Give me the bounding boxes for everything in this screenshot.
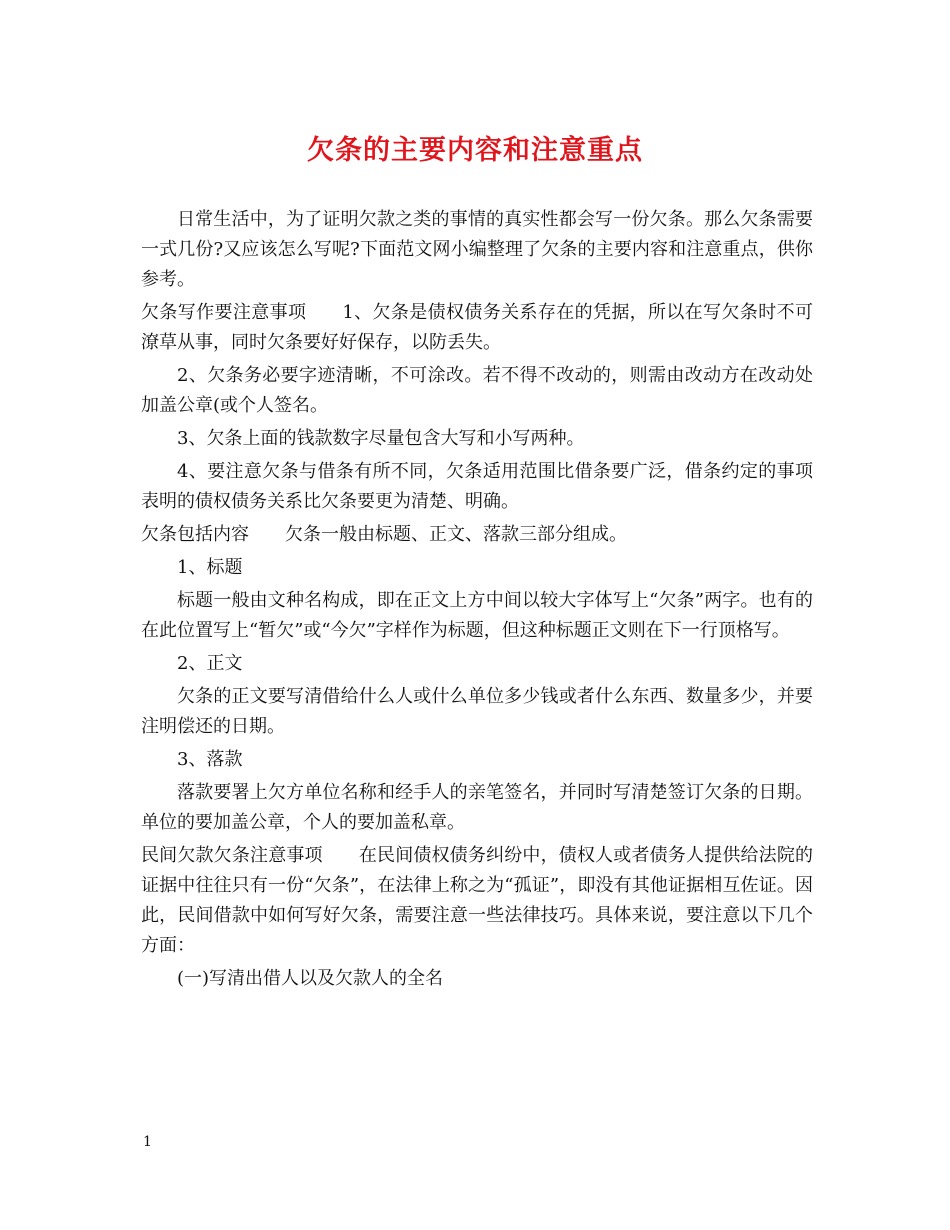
section-text: 1、欠条是债权债务关系存在的凭据，所以在写欠条时不可潦草从事，同时欠条要好好保存，以防丢失。	[141, 302, 814, 353]
section-text: 在民间债权债务纠纷中，债权人或者债务人提供给法院的证据中往往只有一份“欠条”，在法律上称之为“孤证”，即没有其他证据相互佐证。因此，民间借款中如何写好欠条，需要注意一些法律技巧。具体来说，要注意以下几个方面：	[141, 845, 814, 956]
paragraph: 3、欠条上面的钱款数字尽量包含大写和小写两种。	[177, 428, 585, 449]
paragraph: 4、要注意欠条与借条有所不同，欠条适用范围比借条要广泛，借条约定的事项表明的债权债务关系比欠条要更为清楚、明确。	[141, 461, 813, 512]
document-body	[141, 205, 813, 997]
paragraph: 欠条的正文要写清借给什么人或什么单位多少钱或者什么东西、数量多少，并要注明偿还的日期。	[141, 686, 813, 737]
section-heading: 欠条包括内容	[141, 524, 249, 545]
section-paragraph	[141, 841, 813, 961]
section-heading: 欠条写作要注意事项	[141, 302, 307, 323]
subheading: 3、落款	[177, 749, 243, 770]
paragraph: 标题一般由文种名构成，即在正文上方中间以较大字体写上“欠条”两字。也有的在此位置写上“暂欠”或“今欠”字样作为标题，但这种标题正文则在下一行顶格写。	[141, 590, 813, 641]
paragraph: 2、欠条务必要字迹清晰，不可涂改。若不得不改动的，则需由改动方在改动处加盖公章(或个人签名。	[141, 365, 813, 416]
document-title: 欠条的主要内容和注意重点	[307, 135, 643, 166]
subheading: 1、标题	[177, 557, 243, 578]
section-heading: 民间欠款欠条注意事项	[141, 845, 323, 866]
subheading: (一)写清出借人以及欠款人的全名	[177, 968, 444, 989]
section-paragraph	[141, 520, 813, 550]
section-paragraph	[141, 298, 813, 358]
page-number: 1	[143, 1134, 152, 1150]
subheading: 2、正文	[177, 653, 243, 674]
paragraph: 落款要署上欠方单位名称和经手人的亲笔签名，并同时写清楚签订欠条的日期。单位的要加盖公章，个人的要加盖私章。	[141, 782, 813, 833]
section-text: 欠条一般由标题、正文、落款三部分组成。	[285, 524, 627, 545]
paragraph: 日常生活中，为了证明欠款之类的事情的真实性都会写一份欠条。那么欠条需要一式几份?又应该怎么写呢?下面范文网小编整理了欠条的主要内容和注意重点，供你参考。	[141, 209, 813, 290]
